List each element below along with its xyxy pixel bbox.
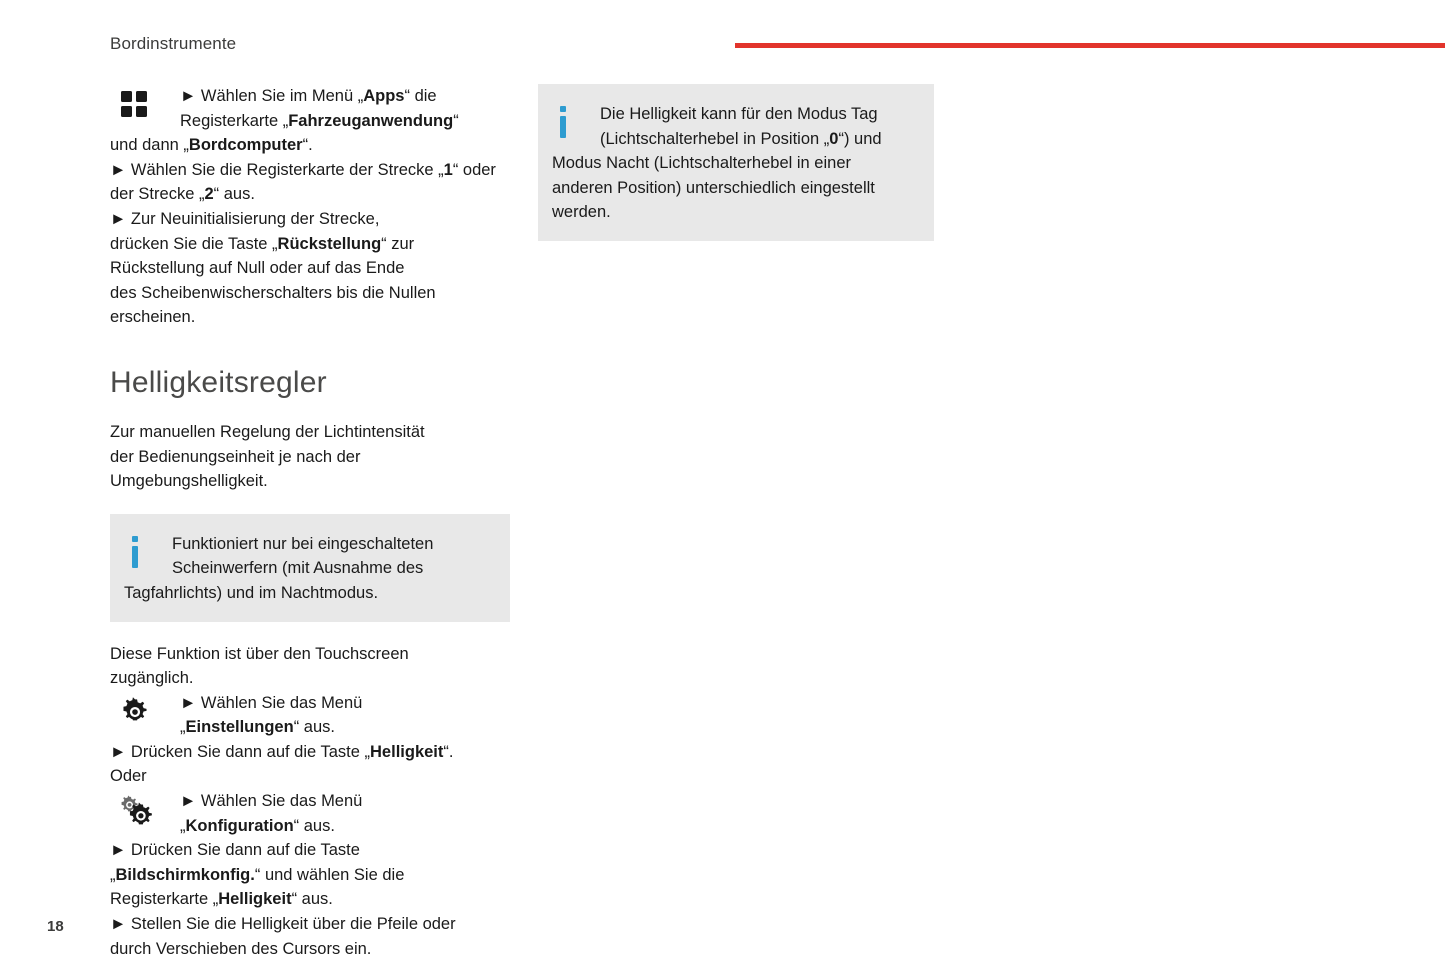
apps-step-text [180, 84, 510, 133]
intro-line1: Zur manuellen Regelung der Lichtintensität [110, 422, 425, 441]
config-step [110, 789, 510, 838]
intro-line2: der Bedienungseinheit je nach der [110, 447, 361, 466]
reset-step-line2: drücken Sie die Taste „Rückstellung“ zur [110, 234, 415, 253]
strecke-step: ► Wählen Sie die Registerkarte der Strecke „1“ oder der Strecke „2“ aus. [110, 160, 496, 204]
page-number: 18 [47, 918, 64, 935]
right-column [538, 84, 934, 241]
reset-step-line4: des Scheibenwischerschalters bis die Nullen [110, 283, 436, 302]
apps-step-line3: und dann „Bordcomputer“. [110, 136, 313, 155]
header-rule [735, 43, 1445, 48]
config-step-line2: „Konfiguration“ aus. [180, 816, 335, 835]
intro-line3: Umgebungshelligkeit. [110, 472, 268, 491]
apps-step-line1: ► Wählen Sie im Menü „Apps“ die [180, 87, 437, 105]
settings-step-line2: „Einstellungen“ aus. [180, 718, 335, 737]
touchscreen-line2: zugänglich. [110, 669, 194, 688]
gear-icon [120, 697, 164, 737]
info-box-line1: Funktioniert nur bei eingeschalteten [172, 534, 434, 553]
info-icon-bar [560, 116, 566, 138]
apps-step [110, 84, 510, 158]
screenconfig-line3: Registerkarte „Helligkeit“ aus. [110, 890, 333, 909]
settings-step-text [180, 691, 510, 740]
apps-grid-icon [120, 90, 164, 130]
arrows-step-line2: durch Verschieben des Cursors ein. [110, 939, 372, 958]
screenconfig-line1: ► Drücken Sie dann auf die Taste [110, 841, 360, 860]
page-header [0, 30, 1445, 70]
info-icon-bar [132, 546, 138, 568]
right-info-line2: (Lichtschalterhebel in Position „0“) und [600, 129, 882, 148]
info-box-headlights [110, 514, 510, 622]
reset-step-line1: ► Zur Neuinitialisierung der Strecke, [110, 209, 380, 228]
arrows-step-line1: ► Stellen Sie die Helligkeit über die Pfeile oder [110, 915, 456, 934]
info-box-line3: Tagfahrlichts) und im Nachtmodus. [124, 583, 379, 602]
right-info-line1: Die Helligkeit kann für den Modus Tag [600, 105, 878, 123]
double-gear-icon [120, 795, 164, 835]
info-box-line2: Scheinwerfern (mit Ausnahme des [172, 559, 424, 578]
apps-step-line2: Registerkarte „Fahrzeuganwendung“ [180, 111, 459, 130]
brightness-step: ► Drücken Sie dann auf die Taste „Helligkeit“. [110, 742, 454, 761]
section-title: Helligkeitsregler [110, 365, 327, 399]
info-box-brightness-modes [538, 84, 934, 241]
info-icon-dot [560, 106, 566, 112]
reset-step-line3: Rückstellung auf Null oder auf das Ende [110, 259, 405, 278]
page-title: Bordinstrumente [110, 34, 237, 53]
settings-step-line1: ► Wählen Sie das Menü [180, 693, 363, 712]
right-info-line4: anderen Position) unterschiedlich eingestellt [552, 178, 875, 197]
right-info-line5: werden. [552, 203, 611, 222]
touchscreen-line1: Diese Funktion ist über den Touchscreen [110, 644, 409, 663]
config-step-text [180, 789, 510, 838]
left-column [110, 84, 510, 961]
reset-step-line5: erscheinen. [110, 308, 196, 327]
right-info-line3: Modus Nacht (Lichtschalterhebel in einer [552, 154, 851, 173]
screenconfig-line2: „Bildschirmkonfig.“ und wählen Sie die [110, 865, 405, 884]
config-step-line1: ► Wählen Sie das Menü [180, 792, 363, 811]
info-icon-dot [132, 536, 138, 542]
or-label: Oder [110, 767, 147, 786]
settings-step [110, 691, 510, 740]
